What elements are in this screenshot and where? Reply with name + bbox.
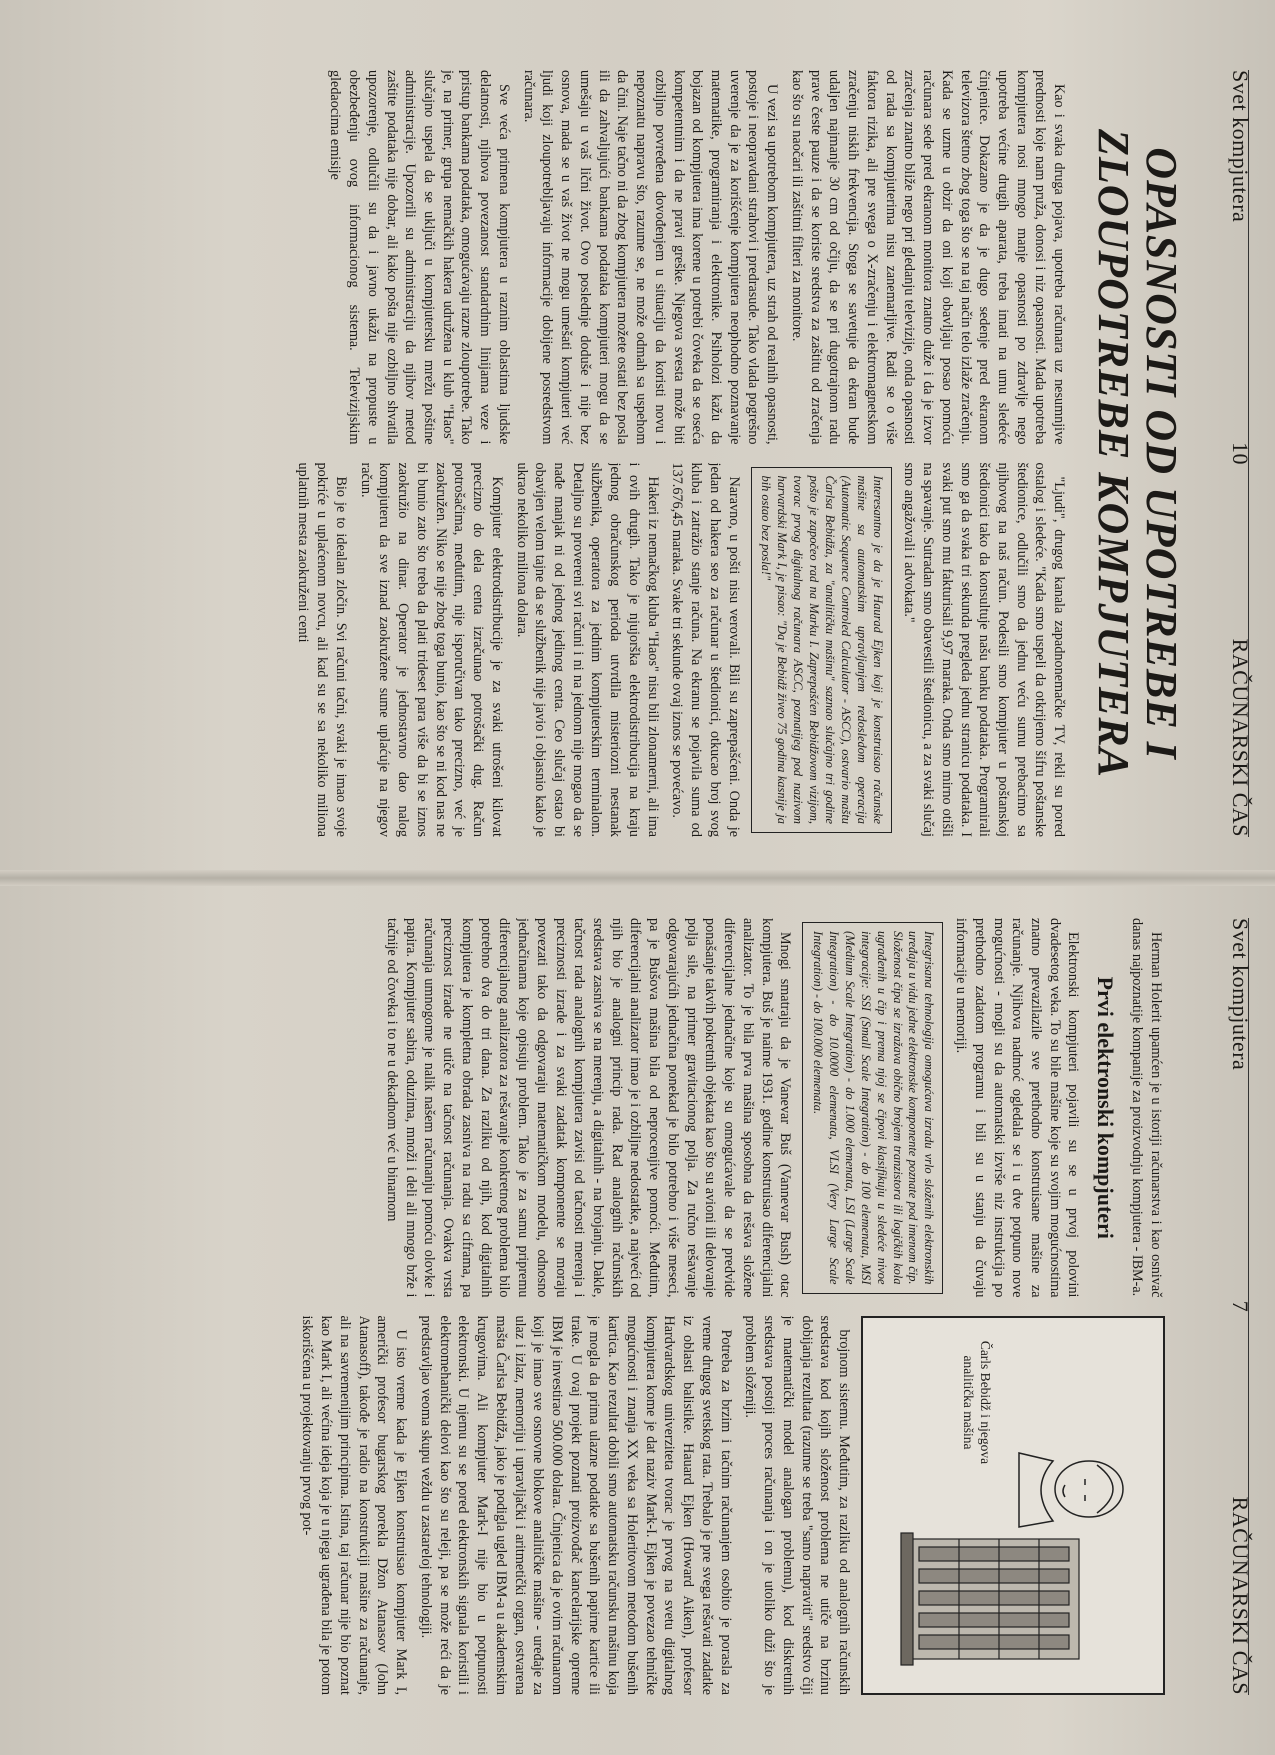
left-running-head [1228, 70, 1253, 837]
section-name: Svet kompjutera [1228, 70, 1253, 223]
left-column-1 [68, 70, 1068, 445]
right-column-2 [65, 1316, 1165, 1696]
paragraph: Naravno, u pošti nisu verovali. Bili su zaprepašćeni. Onda je jedan od hakera seo za računar u štedionici, otkucao broj svog kluba i zatražio stanje računa. Na ekranu se pojavila suma od 137.676,45 maraka. Svake tri sekunde ovaj iznos se povećavo. [669, 462, 742, 837]
page-number: 10 [1228, 442, 1253, 465]
magazine-name: RAČUNARSKI ČAS [1228, 638, 1253, 837]
figure-babbage [861, 1316, 1165, 1696]
right-column-1 [65, 918, 1165, 1298]
paragraph: Sve veća primena kompjutera u raznim oblastima ljudske delatnosti, njihova povezanost standardnim linijama veze i pristup bankama podataka, omogućavaju razne zloupotrebe. Tako je, na primer, grupa nemačkih hakera udružena u klub "Haos" slučajno uspela da se uključi u kompjutersku mrežu poštine administracije. Upozorili su administraciju da njihov metod zaštite podataka nije dobar, ali kako pošta nije ozbiljno shvatila upozorenje, odlučili su da i javno ukažu na propuste u obezbeđenju ovog informacionog sistema. Televizijskim gledaocima emisije [327, 70, 512, 445]
sidebar-box: Integrisana tehnologija omogućava izradu vrlo složenih elektronskih uređaja u vidu jedne elektronske komponente poznate pod imenom čip. Složenost čipa se izražava obično brojem tranzistora ili logičkih kola ugrađenih u čip i prema njoj se čipovi klasifikuju u sledeće nivoe integracije: SSI (Small Scale Integration) - do 100 elemenata, MSI (Medium Scale Integration) - do 1.000 elemenata, LSI (Large Scale Integration) - do 10.0000 elemenata, VLSI (Very Large Scale Integration) - do 100.000 elemenata. [802, 922, 943, 1294]
machine-sketch [901, 1533, 1079, 1665]
section-name: Svet kompjutera [1228, 918, 1253, 1071]
sidebar-box: Interesantno je da je Haurad Ejken koji je konstruisao računske mašine sa automatskim upravljanjem redosledom operacija (Automatic Sequence Controled Calculator - ASCC), ostvario maštu Čarlsa Bebidža, za "analitičku mašinu" saznao slučajno tri godine pošto je započeo rad na Marku I. Zaprepašćen Bebidžovom vizijom, tvorac prvog digitalnog računara ASCC, poznatijeg pod nazivom harvardski Mark I, je pisao: "Da je Bebidž živeo 75 godina kasnije ja bih ostao bez posla!" [751, 467, 892, 834]
paragraph: brojnom sistemu. Međutim, za razliku od analognih računskih sredstava kod kojih složenost problema ne utiče na brzinu dobijanja rezultata (razume se treba "samo napraviti" sredstvo čiji je matematički model analogan problemu), kod diskretnih sredstava postoji proces računanja i on je utoliko duži što je problem složeniji. [742, 1315, 852, 1695]
page-number: 7 [1228, 1300, 1253, 1313]
figure-caption: Čarls Bebidž i njegova analitička mašina [961, 1340, 993, 1465]
paragraph: Kao i svaka druga pojava, upotreba računara uz nesumnjive prednosti koje nam pruža, donosi i niz opasnosti. Mada upotreba kompjutera nosi mnogo manje opasnosti po zdravlje nego upotreba većine drugih aparata, treba imati na umu sledeće činjenice. Dokazano je da je dugo sedenje pred ekranom televizora štetno zbog toga što se na taj način telo izlaže zračenju. Kada se uzme u obzir da oni koji obavljaju posao pomoću računara sede pred ekranom monitora znatno duže i da je izvor zračenja znatno bliže nego pri gledanju televizije, onda opasnosti od rada sa kompjuterima nisu zanemarljive. Radi se o više faktora rizika, ali pre svega o X-zračenju i elektromagnetskom zračenju niskih frekvencija. Stoga se savetuje da ekran bude udaljen najmanje 30 cm od očiju, da se pri dugotrajnom radu prave česte pauze i da se koriste sredstva za zaštitu od zračenja kao što su naočari ili zaštitni filteri za monitore. [788, 70, 1068, 445]
paragraph: Herman Holerit upamćen je u istoriji računarstva i kao osnivač danas najpoznatije kompanije za proizvodnju kompjutera - IBM-a. [1129, 918, 1164, 1298]
article-headline: OPASNOSTI OD UPOTREBE I ZLOUPOTREBE KOMPJUTERA [1088, 128, 1186, 779]
portrait-sketch [1019, 1453, 1123, 1527]
analytical-engine-illustration [879, 1429, 1149, 1679]
paragraph: Mnogi smatraju da je Vanevar Buš (Vannevar Bush) otac kompjutera. Buš je naime 1931. godine konstruisao diferencijalni analizator. To je bila prva mašina sposobna da rešava složene diferencijalne jednačine koje su omogućavale da se predvide ponašanje takvih pokretnih objekata kao što su avioni ili delovanje polja sile, na primer gravitacionog polja. Za ručno rešavanje odgovarajućih jednačina ponekad je bilo potrebno i više meseci, pa je Bušova mašina bila od neprocenjive pomoći. Međutim, diferencijalni analizator imao je i ozbiljne nedostatke, a najveći od njih bio je analogni princip rada. Rad analognih računskih sredstava zasniva se na merenju, a digitalnih - na brojanju. Dakle, tačnost rada analognih kompjutera zavisi od tačnosti merenja i preciznosti izrade i za svaki zadatak komponente se moraju povezati tako da odgovaraju matematičkom modelu, odnosno jednačinama koje opisuju problem. Tako je za samu pripremu diferencijalnog analizatora za rešavanje konkretnog problema bilo potrebno dva do tri dana. Za razliku od njih, kod digitalnih kompjutera je kompletna obrada zasniva na radu sa ciframa, pa preciznost izrade ne utiče na tačnost računanja. Ovakva vrsta računanja umnogome je nalik našem računanju pomoću olovke i papira. Kompjuter sabira, oduzima, množi i deli ali mnogo brže i tačnije od čoveka i to ne u dekadnom već u binarnom [383, 918, 794, 1298]
paragraph: Kompjuter elektrodistribucije je za svaki utrošeni kilovat precizno do dela centa izračunao potrošački dug. Račun potrošačima, međutim, nije isporučivan tako precizno, već je zaokružen. Niko se nije zbog toga bunio, kao što se ni kod nas ne bi bunio zato što treba da plati trideset para više da bi se iznos zaokružio na dinar. Operator je jednostavno dao nalog kompjuteru da sve iznad zaokružene sume uplaćuje na njegov račun. [357, 462, 505, 837]
magazine-name: RAČUNARSKI ČAS [1228, 1496, 1253, 1695]
right-running-head [1228, 918, 1253, 1695]
paragraph: "Ljudi", drugog kanala zapadnonemačke TV, rekli su pored ostalog i sledeće. "Kada smo uspeli da otkrijemo šifru poštanske štedionice, odlučili smo da jednu veću sumu prebacimo sa njihovog na naš račun. Podesili smo kompjuter u poštanskoj štedionici tako da konsultuje našu banku podataka. Programirali smo ga da svaka tri sekunda pregleda jednu stranicu podataka. I svaki put smo mu fakturisali 9,97 maraka. Onda smo mirno otišli na spavanje. Sutradan smo obavestili štedionicu, a za svaki slučaj smo angažovali i advokata." [901, 462, 1068, 837]
paragraph: U vezi sa upotrebom kompjutera, uz strah od realnih opasnosti, postoje i neopravdani strahovi i predrasude. Tako vlada pogrešno uverenje da je za korišćenje kompjutera neophodno poznavanje matematike, programiranja i elektronike. Psiholozi kažu da bojazan od kompjutera ima korene u potrebi čoveka da se oseća kompetentnim i da ne pravi greške. Njegova svesta može biti ozbiljno povređena dovođenjem u situaciju da koristi novu i nepoznatu napravu što, razume se, ne može odmah sa uspehom da čini. Naje tačno ni da zbog kompjutera možete ostati bez posla ili da zahvaljujući bankama podataka kompjuteri mogu da se umešaju u vaš lični život. Ovo poslednje doduše i nije bez osnova, mada se u vaš život ne mogu umešati kompjuteri već ljudi koji zloupotrebljavaju informacije dobijene posredstvom računara. [520, 70, 781, 445]
paragraph: U isto vreme kada je Ejken konstruisao kompjuter Mark I, američki profesor bugarskog porekla Džon Atanasov (John Atanasoff), takođe je radio na konstrukciji mašine za računanje, ali na savremenijim principima. Istina, taj računar nije bio poznat kao Mark I, ali većina ideja koja je u njega ugrađena bila je potom iskorišćena u projektovanju prvog pot- [299, 1315, 410, 1695]
left-column-2 [68, 463, 1068, 838]
paragraph: Hakeri iz nemačkog kluba "Haos" nisu bili zlonamerni, ali ima i ovih drugih. Tako je njujorška elektrodistribucija na kraju jednog obračunskog perioda utvrdila misteriozni nestanak službenika, operatora za jednim kompjuterskim terminalom. Detaljno su provereni svi računi i ni na jednom nije mogao da se nađe manjak ni od jednog jedinog centa. Ceo slučaj ostao bi obavijen velom tajne da se službenik nije javio i objasnio kako je ukrao nekoliko miliona dolara. [513, 462, 661, 837]
paragraph: Potreba za brzim i tačnim računanjem osobito je porasla za vreme drugog svetskog rata. Trebalo je pre svega rešavati zadatke iz oblasti balistike. Hauard Ejken (Howard Aiken), profesor Hardvardskog univerziteta tvorac je prvog na svetu digitalnog kompjutera kome je dat naziv Mark-I. Ejken je povezao tehničke mogućnosti i znanja XX veka sa Holeritovom metodom bušenih kartica. Kao rezultat dobili smo automatsku računsku mašinu koja je mogla da prima ulazne podatke sa bušenih papirne kartice ili trake. U ovaj projekt poznati proizvođač kancelarijske opreme IBM je investirao 500.000 dolara. Činjenica da je ovim računarom koji je imao sve osnovne blokove analitičke mašine - uređaje za ulaz i izlaz, memoriju i upravljački i aritmetički organ, ostvarena mašta Čarlsa Bebidža, jako je podigla ugled IBM-a u akademskim krugovima. Ali kompjuter Mark-I nije bio u potpunosti elektronski. U njemu su se pored elektronskih signala koristili i elektromehanički delovi kao što su releji, pa se može reći da je predstavljao veoma skupu veždu u zastareloj tehnologiji. [417, 1315, 734, 1695]
right-page [0, 878, 1275, 1755]
section-subhead: Prvi elektronski kompjuteri [1092, 976, 1118, 1239]
paragraph: Elektronski kompjuteri pojavili su se u prvoj polovini dvadesetog veka. To su bile mašine koje su svojim mogućnostima znatno prevazilazile sve prethodno konstruisane mašine za računanje. Njihova nadmoć ogledala se i u dve potpuno nove mogućnosti - mogli su da automatski izvrše niz instrukcija po prethodno zadatom programu i bili su u stanju da čuvaju informacije u memoriji. [953, 918, 1082, 1298]
left-page [0, 0, 1275, 877]
paragraph: Bio je to idealan zločin. Svi računi tačni, svaki je imao svoje pokriće u uplaćenom novcu, ali kad su se sa nekoliko miliona uplatnih mesta zaokruženi centi [295, 462, 349, 837]
